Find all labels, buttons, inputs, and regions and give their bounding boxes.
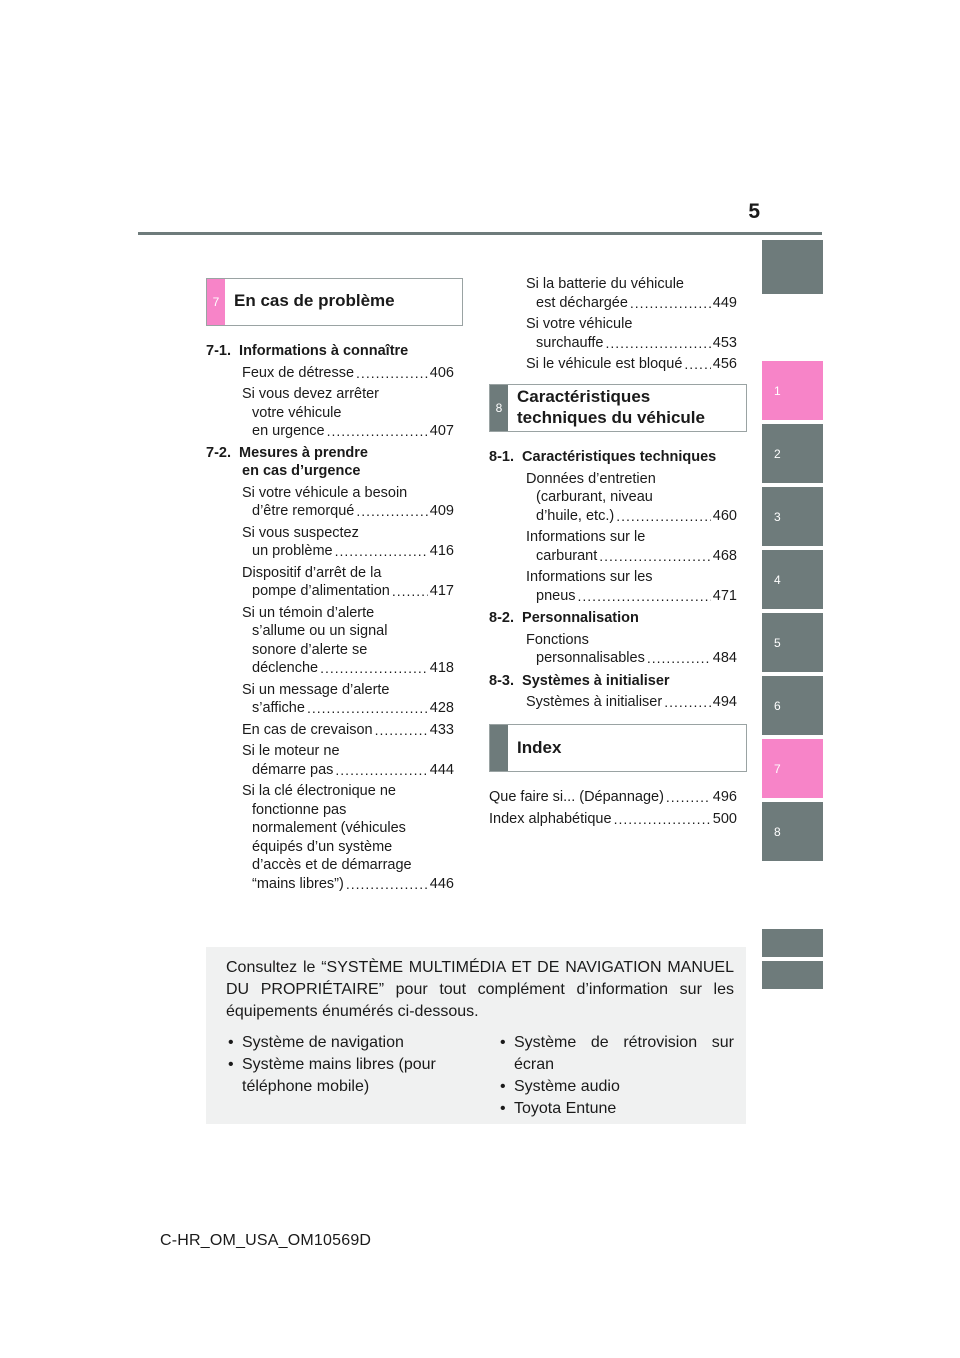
toc-entry[interactable]: [242, 604, 454, 678]
toc-subsection-heading: 7-1. Informations à connaître: [206, 343, 409, 359]
toc-entry[interactable]: [526, 470, 737, 526]
side-tab-2[interactable]: [762, 424, 823, 483]
side-tab-5[interactable]: [762, 613, 823, 672]
dot-leader: [320, 659, 428, 678]
toc-subsection-heading: 7-2. Mesures à prendre: [206, 444, 368, 461]
side-tab-label: 8: [774, 824, 781, 839]
toc-entry-page: 494: [712, 694, 737, 710]
toc-entry-page: 500: [712, 810, 737, 827]
toc-entry-text: Données d’entretien: [526, 470, 656, 487]
info-box-text: Consultez le “SYSTÈME MULTIMÉDIA ET DE NAVIGATION MANUEL DU PROPRIÉTAIRE” pour tout complément d’information sur les équipements énumérés ci-dessous.: [226, 959, 734, 1020]
index-badge: [490, 725, 508, 771]
toc-entry[interactable]: [526, 631, 737, 668]
side-tab-blank-index-a[interactable]: [762, 929, 823, 957]
side-tab-1[interactable]: [762, 361, 823, 420]
toc-entry-text: Si votre véhicule: [526, 316, 633, 332]
toc-entry-page: 428: [429, 700, 454, 716]
dot-leader: [616, 507, 711, 526]
toc-entry-text: Index alphabétique: [489, 810, 612, 827]
toc-entry[interactable]: [242, 782, 454, 893]
dot-leader: [375, 721, 428, 740]
toc-entry-text: équipés d’un système: [252, 838, 393, 855]
toc-entry-text: sonore d’alerte se: [252, 641, 368, 658]
toc-index-entries: [489, 788, 737, 828]
dot-leader: [605, 334, 710, 353]
side-tab-label: 3: [774, 509, 781, 524]
toc-entry-page: 496: [712, 789, 737, 805]
toc-entry-text: Si un témoin d’alerte: [242, 604, 375, 621]
toc-entry-list: [526, 693, 737, 712]
toc-entry-text: Si votre véhicule a besoin: [242, 484, 408, 501]
toc-entry[interactable]: [526, 568, 737, 605]
toc-entry-text: s’allume ou un signal: [252, 623, 388, 639]
section-8-title-line: Caractéristiques: [517, 387, 651, 406]
toc-entry-page: 460: [712, 507, 737, 524]
bullet-item: • Toyota Entune: [498, 1098, 734, 1120]
toc-entry-list: [242, 484, 454, 894]
toc-entry-text: Feux de détresse: [242, 364, 355, 381]
toc-entry-text: “mains libres”): [252, 875, 344, 892]
toc-entry[interactable]: [242, 484, 454, 521]
toc-entry-page: 456: [712, 356, 737, 372]
toc-right-continued: [526, 275, 737, 374]
side-tab-label: 2: [774, 446, 781, 461]
dot-leader: [614, 810, 711, 829]
toc-entry-text: Si un message d’alerte: [242, 681, 390, 698]
dot-leader: [327, 422, 428, 441]
toc-entry-text: normalement (véhicules: [252, 820, 406, 836]
dot-leader: [346, 875, 428, 894]
toc-entry-page: 407: [429, 423, 454, 439]
toc-entry-text: fonctionne pas: [252, 801, 347, 818]
toc-entry-text: pneus: [536, 587, 576, 604]
toc-entry[interactable]: [242, 385, 454, 441]
toc-entry[interactable]: [242, 564, 454, 601]
toc-entry-text: personnalisables: [536, 650, 645, 666]
toc-entry-page: 409: [429, 503, 454, 519]
toc-entry-text: d’accès et de démarrage: [252, 857, 412, 873]
side-tab-blank-top[interactable]: [762, 240, 823, 294]
page-number: 5: [748, 200, 760, 223]
section-7-title: En cas de problème: [234, 291, 395, 310]
toc-entry-text: (carburant, niveau: [536, 489, 653, 505]
document-code: C-HR_OM_USA_OM10569D: [160, 1232, 372, 1249]
dot-leader: [684, 355, 710, 374]
toc-entry-text: surchauffe: [536, 334, 604, 351]
dot-leader: [630, 294, 711, 313]
section-8-title-line: techniques du véhicule: [517, 408, 705, 427]
toc-entry-page: 468: [712, 547, 737, 564]
side-tab-6[interactable]: [762, 676, 823, 735]
side-tab-label: 5: [774, 635, 781, 650]
section-8-header[interactable]: [489, 384, 747, 432]
toc-entry-page: 406: [429, 364, 454, 381]
toc-entry[interactable]: [526, 528, 737, 565]
toc-entry-text: Si la batterie du véhicule: [526, 276, 684, 292]
info-box-left-bullets: [226, 1032, 466, 1098]
toc-entry-text: Que faire si... (Dépannage): [489, 789, 664, 805]
toc-subsection-heading: 8-2. Personnalisation: [489, 610, 639, 626]
toc-entry-page: 433: [429, 721, 454, 738]
dot-leader: [599, 547, 711, 566]
side-tab-label: 1: [774, 383, 781, 398]
toc-entry-text: Si vous suspectez: [242, 524, 359, 541]
toc-entry[interactable]: [242, 742, 454, 779]
toc-entry-text: Si le véhicule est bloqué: [526, 356, 683, 372]
dot-leader: [356, 502, 427, 521]
toc-entry[interactable]: [526, 355, 737, 374]
side-tab-label: 6: [774, 698, 781, 713]
side-tab-8[interactable]: [762, 802, 823, 861]
toc-entry-text: votre véhicule: [252, 404, 342, 421]
section-7-badge-number: 7: [212, 295, 220, 309]
toc-entry-text: en urgence: [252, 423, 325, 439]
section-7-header[interactable]: [206, 278, 463, 326]
side-tab-blank-index-b[interactable]: [762, 961, 823, 989]
toc-entry-page: 444: [429, 761, 454, 778]
side-tab-label: 7: [774, 761, 781, 776]
toc-entry-text: démarre pas: [252, 761, 334, 778]
toc-entry-page: 449: [712, 294, 737, 311]
toc-entry[interactable]: [526, 315, 737, 352]
toc-entry-page: 471: [712, 587, 737, 604]
toc-entry[interactable]: [489, 810, 737, 829]
toc-entry-text: déclenche: [252, 660, 319, 676]
section-8-title: [517, 386, 705, 428]
bullet-item: • Système audio: [498, 1076, 734, 1098]
side-tab-7[interactable]: [762, 739, 823, 798]
section-8-badge: [490, 385, 508, 431]
toc-entry-page: 418: [429, 660, 454, 676]
toc-entry-page: 446: [429, 875, 454, 892]
toc-entry[interactable]: [242, 364, 454, 383]
toc-left-column: [206, 342, 454, 893]
toc-entry-text: d’être remorqué: [252, 503, 355, 519]
toc-entry-text: carburant: [536, 547, 598, 564]
bullet-item: • Système de rétrovision sur écran: [498, 1032, 734, 1076]
side-tab-3[interactable]: [762, 487, 823, 546]
toc-entry-list: [242, 364, 454, 441]
toc-entry[interactable]: [489, 788, 737, 807]
toc-entry-text: est déchargée: [536, 294, 628, 311]
toc-entry-page: 416: [429, 543, 454, 559]
bullet-item: • Système de navigation: [226, 1032, 466, 1054]
index-title: Index: [517, 738, 562, 757]
dot-leader: [356, 364, 428, 383]
toc-entry-text: pompe d’alimentation: [252, 583, 390, 599]
info-box-right-bullets: [498, 1032, 734, 1120]
dot-leader: [647, 649, 711, 668]
toc-entry[interactable]: [242, 524, 454, 561]
toc-entry-text: Informations sur le: [526, 529, 646, 545]
toc-entry[interactable]: [526, 275, 737, 312]
dot-leader: [666, 788, 711, 807]
toc-entry-page: 453: [712, 334, 737, 351]
toc-entry-text: Si vous devez arrêter: [242, 386, 380, 402]
toc-entry-text: Si le moteur ne: [242, 743, 340, 759]
toc-entry-text: Dispositif d’arrêt de la: [242, 564, 382, 581]
toc-subsection-heading-cont: en cas d’urgence: [242, 463, 361, 479]
toc-entry-list: [526, 470, 737, 606]
side-tab-label: 4: [774, 572, 781, 587]
toc-entry[interactable]: [526, 693, 737, 712]
side-tab-4[interactable]: [762, 550, 823, 609]
toc-entry-text: s’affiche: [252, 700, 305, 716]
dot-leader: [307, 699, 428, 718]
dot-leader: [335, 761, 427, 780]
toc-subsection-heading: 8-1. Caractéristiques techniques: [489, 449, 717, 465]
toc-entry-text: Informations sur les: [526, 569, 653, 585]
toc-entry-list: [526, 631, 737, 668]
toc-entry-page: 484: [712, 650, 737, 666]
index-section-header[interactable]: [489, 724, 747, 772]
toc-entry-page: 417: [429, 583, 454, 599]
toc-entry-text: un problème: [252, 543, 333, 559]
section-8-badge-number: 8: [495, 401, 503, 415]
dot-leader: [578, 587, 711, 606]
toc-entry-text: Si la clé électronique ne: [242, 783, 396, 799]
dot-leader: [392, 582, 428, 601]
toc-entry-text: Fonctions: [526, 631, 589, 648]
dot-leader: [335, 542, 428, 561]
toc-entry-text: En cas de crevaison: [242, 721, 373, 738]
bullet-item: • Système mains libres (pour téléphone mobile): [226, 1054, 466, 1098]
section-7-badge: [207, 279, 225, 325]
toc-entry[interactable]: [242, 681, 454, 718]
toc-section-8: [489, 448, 737, 712]
toc-entry-text: Systèmes à initialiser: [526, 694, 663, 710]
toc-subsection-heading: 8-3. Systèmes à initialiser: [489, 672, 670, 689]
header-rule: [138, 232, 822, 235]
toc-entry-text: d’huile, etc.): [536, 507, 615, 524]
dot-leader: [664, 693, 711, 712]
toc-entry[interactable]: [242, 721, 454, 740]
